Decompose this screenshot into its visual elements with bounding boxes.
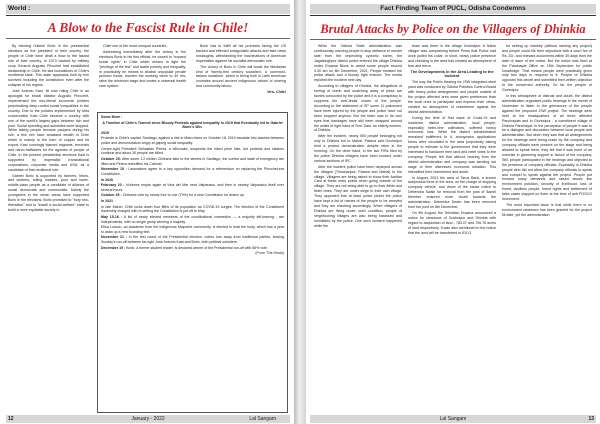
paragraph: Gabriel Boric is supported by farmers, tribes, and workers, toiling masses, poor and lower-middle-class people as a candidate of alliance of social democrats and communists. Mainly the youngsters in the urban areas have supported Boric in the elections. Boric promised to "bury neo-liberalism" and to "install a social welfare" state to build a more equitable society in: [8, 173, 89, 212]
timeline-date: October 25 :: [101, 193, 122, 198]
right-page: [306, 0, 600, 424]
timeline-entry: [101, 178, 284, 183]
article-byline: Viro. Chile!: [267, 90, 286, 95]
paragraph: According to villagers of Dhinkia, the allegations of hurling of bomb and snatching away of pistol are stories concocted by the police and it is a conspiracy to suppress the anti-Jindal voices of the people. According to the statement of SP some 11 policemen have been injured by the people and police have not been stopped anyhow. But the team saw in its own eyes that bandages have still been wrapped around the wrists of right hand of Smt. Dasi, an elderly women, of Dhinkia.: [314, 84, 402, 133]
paragraph: Addressing immediately after the victory in the elections Boric in his first official, he vowed to "expand social rights" in Chile which means to fight the "privilege of the few" and tackle poverty and inequality. In practicality he means to abolish unpopular private pension funds; shorten the working week to 40 hrs; raise the minimum wage and create a universal health care system .: [99, 49, 186, 89]
timeline-entry: [101, 199, 284, 204]
paragraph: After the incident, nearly 500 people belonging not only to Dhinkia but to Mahal, Patana and Govindpur held a protest demonstration despite rains in the morning. On the other hand, in the two FIRs filed by the police Dhinkia villagers have been booked under various sections of IPC.: [314, 134, 402, 163]
timeline-entry: [101, 183, 284, 193]
paragraph: team was there in the village Govindpur. A fellow villager was complaining before Press that Police had once pulled his collar. In short, heavy police presence and checking in the area has created an atmosphere of fear and terror.: [408, 44, 496, 68]
timeline-entry: [101, 215, 284, 225]
timeline-text: In late March, Chile locks down four fifths of its population as COVID-19 surges. The election of the Constituent Assembly charged with re-writing the Constitution is put off to May.: [101, 204, 284, 214]
timeline-text: After some 1.2 million Chileans take to the streets in Santiago, the curfew and state of emergency are lifted and Pinera reshuffles his Cabinet.: [101, 156, 284, 166]
timeline-date: November 21 :: [101, 235, 127, 240]
timeline-entry: [101, 225, 284, 235]
paragraph: The victory of Boric in Chile will boost the libertarian kind of 'twenty-first century socialism', a 'communi-tarians socialism', which is being built in Latin American countries around ancient indigenous values of sharing and community labour.: [196, 64, 286, 89]
timeline-text: Boric, a former student leader, is declared winner of the Presidential run-off with 56% vote.: [126, 245, 268, 250]
article-column-1: [8, 44, 89, 412]
page-number: 13: [588, 416, 594, 422]
paragraph: The way the Public Hearing for JSW integrated steel plant was conducted by Odisha Pollution Control Board with heavy police arrangement and people outside of the project affected area were given preference than the local ones to participate and express their views, created an atmosphere of resentment against the district administration.: [408, 80, 496, 114]
series-label: Fact Finding Team of PUCL, Odisha Condemns: [380, 5, 526, 12]
paragraph: By electing Gabriel Boric in the presidential elections as the president of their country, the people of Chile have dealt a blow to the fascist rule of their country. In 1973 backed by military coup General Augusto Pinochet had established dictatorship in Chile. He laid foundations of Chile's neoliberal state. This state apparatus built by him survived including the constitution even after the collapse of his regime.: [8, 44, 89, 88]
timeline-text: In the first round of the Presidential election, voters turn away from traditional parties, leaving Sunday's run-off between far-right Jose Antonio Kast and Boric, both political outsiders.: [101, 235, 284, 245]
footer-date: January - 2022: [131, 416, 165, 422]
timeline-entry: [101, 235, 284, 245]
paragraph: Chile one of the most unequal countries.: [103, 44, 168, 48]
paragraph: Boric has to fulfill all his promises facing the US backed and effected antagonistic attacks and fake news onslaughts, withstanding the machinations of American imperialism against his socialist-democratic rule.: [196, 44, 286, 63]
page-footer: [310, 415, 596, 423]
timeline-entry: [101, 246, 284, 251]
timeline-entry: [101, 193, 284, 198]
box-heading: Some More :: [101, 115, 123, 119]
timeline-entry: [101, 157, 284, 167]
timeline-text: Protests in Chile's capital, Santiago, against a rise in Metro fares on October 18, 2019 escalate into clashes between police and demonstrators angry at gaping social inequality.: [101, 136, 284, 146]
article-headline: A Blow to the Fascist Rule in Chile!: [47, 20, 249, 35]
timeline-entry: [101, 205, 284, 215]
timeline-text: Elisa Loncon, an academic from the indigenous Mapuche community, is elected to lead the body, which has a year to draw up a new founding text.: [101, 225, 284, 234]
paragraph: During the time of first wave of Covid-19 and lockdown, district administration, local people, especially betel-vine cultivators, suffered heavy economic loss. While the district administration remained indifferent to it, anonymous applications forms were circulated in the area purportedly asking people to intimate to the government that they were interested to handover their land and betel vines to the company. People felt that without hearing from the district administration and company was sending out stage of their distressed economic situation. This intensified their resentment and doubt.: [408, 115, 496, 174]
page-number: 12: [8, 416, 14, 422]
page-gutter: [294, 0, 306, 424]
paragraph: On 9th August, the Tehsildar, Ersama announced a notice for clearance of Govindpur and Dhinkia with regard to acquisition of land - 783.07 and 706.76 acres of land respectively. It was also mentioned in the notice that the land will be transferred to IDCO: [408, 210, 496, 235]
paragraph: After the incident police have been deployed across the villages (Trilochanpur, Patana and Mahal) to the village. Villagers are being asked to show their Aadhar Card at these entry points when going outside of the village. They are not being able to go to their fields and betel vines. They are under siege in their own village. They appealed that at least police picket the police have kept a list of names of the people to be arrested and they are checking accordingly. When villagers of Dhinkia are living under such condition, people of neighbouring villages are also being harassed and humiliated by the police. One such incident happened while the: [314, 164, 402, 228]
timeline-entry: [101, 167, 284, 177]
timeline-entry: [101, 147, 284, 157]
timeline-date: February 23 :: [101, 183, 125, 188]
article-column-3: [502, 44, 592, 412]
left-page: [0, 0, 294, 424]
timeline-entry: [101, 136, 284, 146]
footer-publication: Lal Sangam: [439, 416, 467, 422]
timeline-date: May 15-16 :: [101, 214, 122, 219]
timeline-date: In 2020: [101, 177, 114, 182]
paragraph: for setting up industry (without naming any project) and people could file their objections with a court fee of Rs. 20/- and relevant documents within 30 days from the date of issue of the notice. But the notice was fixed at the Panchayat Office on 15th September for public knowledge. That means people were practically given only two days to respond to it. People of Dhinkia opposed this deceit and submitted their written objection to the concerned authority. So far the people of Govindpur.: [502, 44, 592, 93]
footer-publication: Lal Sangam: [249, 416, 276, 422]
timeline-date: 2019: [101, 130, 109, 135]
timeline-text: Chileans vote by nearly four to one (79%) for a new Constitution be drawn up.: [122, 193, 245, 198]
header-rule: [310, 15, 596, 16]
paragraph: Jose Antonio Kast, till now ruling Chile is an apologist for brutal dictator Augusto Pinochet, implemented the neo-liberal economic policies perpetuating deep-rooted social inequalities in the country. Due to the policies implemented by ultra conservative Kast Chile became a country with one of the world's largest gaps between rich and poor. Social spending and subsidies were stopped. While taking people became paupers during his rule, a few rich have amassed wealth of Chile which is mainly in the form of copper and its export. Kast cunningly blamed migrants, terrorists and narco-traffickers for the agonies of people of Chile. In the present presidential elections Kast is supported by imperialist transnational corporations, corporate media and USA, as a candidate of that neoliberal rule.: [8, 89, 89, 172]
section-label: World :: [8, 5, 31, 12]
timeline-date: October 25:: [101, 156, 121, 161]
subheading: The Developments in the Area Leading to the Incident: [410, 68, 494, 79]
article-column-2: [99, 44, 186, 106]
article-column-1: [314, 44, 402, 412]
timeline-box: [97, 112, 288, 413]
header-rule: [6, 15, 290, 16]
timeline-date: November 15 :: [101, 167, 127, 172]
series-header-bar: [310, 4, 596, 14]
page-footer: [6, 415, 290, 423]
timeline-text: Violence erupts again at Vina del Mar near Valparaiso, and then in nearby Valparaiso itself over several hours.: [101, 183, 284, 192]
timeline-text: Centre-right President Sebastian Pinera, a billionaire, suspends the hiked price hike, but protests and clashes continue and about 30 people are killed.: [101, 146, 284, 156]
paragraph: In this atmosphere of distrust and doubt, the district administration organized public hearings in the month of November to listen to the grievances of the people against the proposed JSW project. The hearings were held at the headquarters of all three affected Panchayats and in Govindpur - a constituent village of Dhinkia Panchayat. In the perception of people it was to be a dialogue and discussion between local people and administration. But when they saw that all arrangements for the hearings were being made by the company and company officials were present on the stage and being allowed to speak there, they felt that it was more of an exercise in garnering support in favour of the company. Still, people participated in the hearings and objected to the presence of company officials. Especially in Dhinkia people who did not allow the company officials to speak and compel to speak against the project. People put forward many demands and raised issues like environment pollution, security of livelihood, loss of forest, landless people, forest rights and settlement of false cases slapped on them at the time of anti-POSCO movement.: [502, 94, 592, 202]
box-source: (From 'The Hindu): [255, 251, 284, 256]
article-column-2: [408, 44, 496, 412]
article-headline: Brutal Attacks by Police on the Villagers of Dhinkia: [320, 22, 586, 36]
paragraph: The most important issue is that while there is no environment clearance has been granted for the project till date, yet the administration: [502, 203, 592, 217]
paragraph: While the Odisha State administration was continuously warning people to stop defiance to remain safe from the impending cyclonic storm, the Jagatsinghpur district police entered the village Dhinkia under Ersama Block to arrest some people around 4.30 am on 4th December, 2021. People resisted the police attack and a bloody fight ensued. The media reported the incident next day.: [314, 44, 402, 83]
box-title: A Timeline of Chile's Turmoil since Bloody Protests against Inequality in 2019 that Eventually led to Gabriel Boric's Win.: [102, 120, 283, 130]
timeline-text: A list of newly elected members of the constitutional convention — a majority left-leaning - are independents, with no single group winning a majority.: [101, 214, 285, 224]
title-rule: [310, 39, 596, 40]
article-column-3: [196, 44, 286, 106]
timeline-entry: [101, 131, 284, 136]
paragraph: In August, 2021 the area of Tarus Bank, a known antiprossal force in the area, on the charge of stopping company vehicle, and drove of the cause notice to Debendra Swain for removal from the post of Samiti Member ensured more doubt towards the administration. Debendra Swain has been removed from the post on 8th December.: [408, 175, 496, 209]
timeline-date: December 19 :: [101, 245, 126, 250]
section-header-bar: [6, 4, 290, 14]
timeline-date: In 2021: [101, 198, 114, 203]
timeline-entries: [101, 131, 284, 251]
title-rule: [6, 38, 290, 39]
timeline-text: Lawmakers agree to a key opposition demand for a referendum on replacing the Pinochet-era Constitution.: [101, 167, 284, 177]
